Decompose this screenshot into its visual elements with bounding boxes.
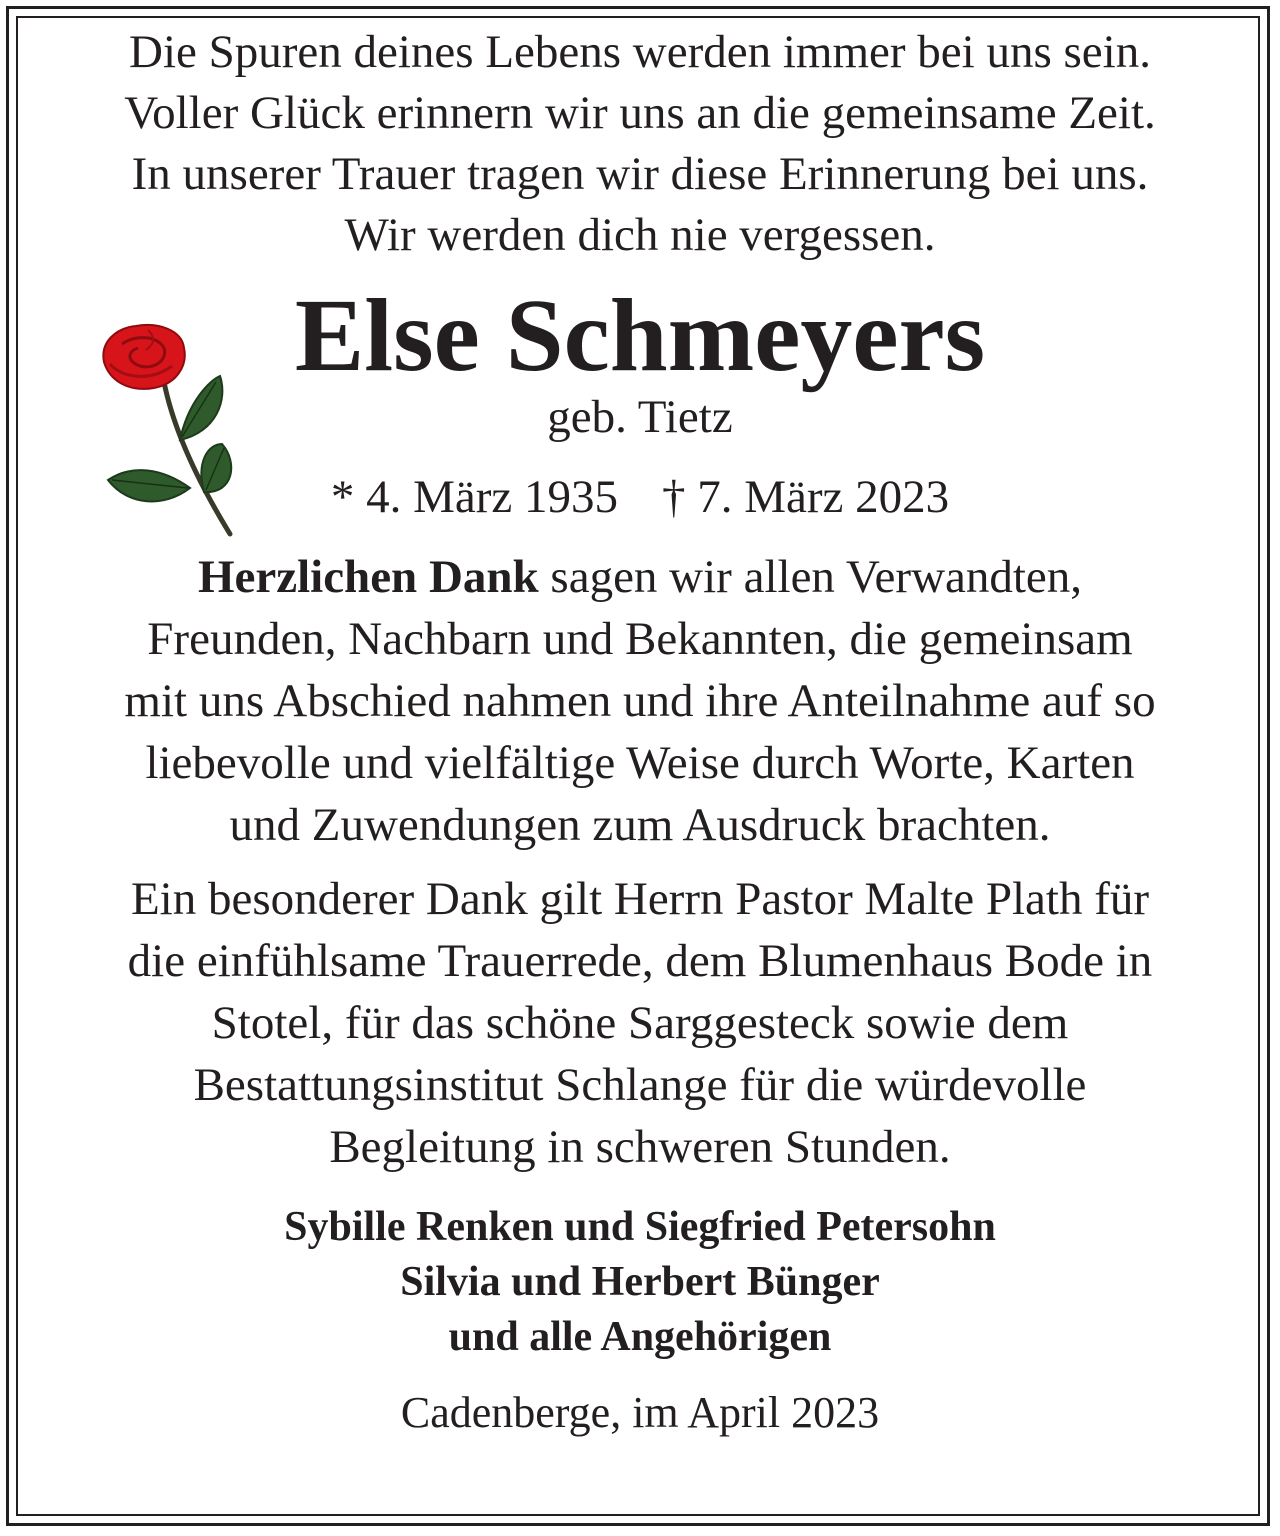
thanks-bold-intro: Herzlichen Dank bbox=[197, 551, 539, 603]
birth-date: * 4. März 1935 bbox=[330, 471, 618, 523]
thanks-line: liebevolle und vielfältige Weise durch Worte, Karten bbox=[145, 737, 1135, 789]
signers-block bbox=[30, 1200, 1250, 1365]
deceased-name: Else Schmeyers bbox=[294, 278, 986, 393]
thanks-line-rest: sagen wir allen Verwandten, bbox=[538, 551, 1083, 603]
place-date: Cadenberge, im April 2023 bbox=[400, 1388, 880, 1437]
special-thanks-line: die einfühlsame Trauerrede, dem Blumenhaus Bode in bbox=[127, 935, 1153, 987]
signer-line: Sybille Renken und Siegfried Petersohn bbox=[284, 1204, 996, 1250]
poem-line: Voller Glück erinnern wir uns an die gemeinsame Zeit. bbox=[124, 87, 1156, 139]
death-date: † 7. März 2023 bbox=[662, 471, 950, 523]
special-thanks-paragraph bbox=[30, 868, 1250, 1178]
special-thanks-line: Bestattungsinstitut Schlange für die würdevolle bbox=[193, 1059, 1087, 1111]
thanks-line bbox=[30, 546, 1250, 608]
special-thanks-line: Stotel, für das schöne Sarggesteck sowie dem bbox=[211, 997, 1069, 1049]
life-dates bbox=[30, 468, 1250, 526]
poem-line: In unserer Trauer tragen wir diese Erinnerung bei uns. bbox=[131, 148, 1149, 200]
thanks-paragraph bbox=[30, 546, 1250, 856]
thanks-line: Freunden, Nachbarn und Bekannten, die gemeinsam bbox=[147, 613, 1133, 665]
thanks-line: mit uns Abschied nahmen und ihre Anteilnahme auf so bbox=[124, 675, 1156, 727]
name-row bbox=[30, 278, 1250, 393]
poem-line: Wir werden dich nie vergessen. bbox=[344, 209, 936, 261]
memorial-poem bbox=[30, 22, 1250, 266]
signer-line: und alle Angehörigen bbox=[448, 1314, 832, 1360]
signer-line: Silvia und Herbert Bünger bbox=[400, 1259, 880, 1305]
poem-line: Die Spuren deines Lebens werden immer bei uns sein. bbox=[129, 26, 1151, 78]
thanks-line: und Zuwendungen zum Ausdruck brachten. bbox=[229, 799, 1051, 851]
notice-content bbox=[30, 22, 1250, 1441]
special-thanks-line: Ein besonderer Dank gilt Herrn Pastor Malte Plath für bbox=[130, 873, 1150, 925]
special-thanks-line: Begleitung in schweren Stunden. bbox=[329, 1121, 951, 1173]
maiden-name: geb. Tietz bbox=[547, 391, 733, 443]
